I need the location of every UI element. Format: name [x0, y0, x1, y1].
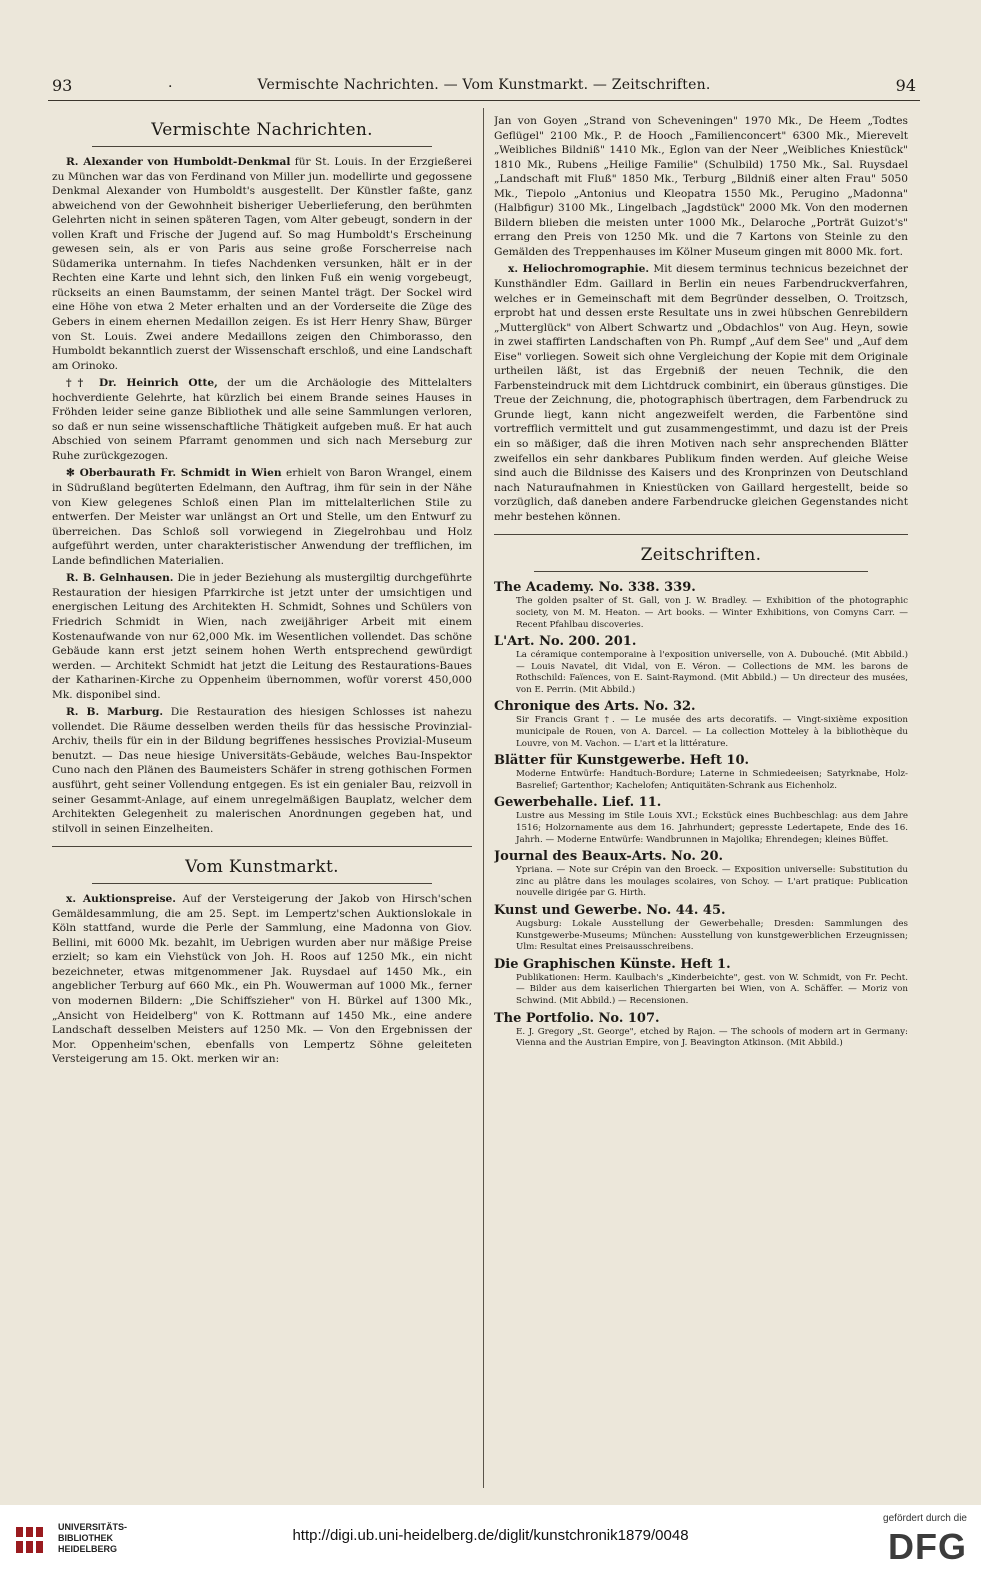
journal-list [494, 580, 908, 1049]
article-text: Die in jeder Beziehung als mustergiltig durchgeführte Restauration der hiesigen Pfarrkirche ist jetzt unter der umsichtigen und energischen Leitung des Architekten H. Schmidt, Sohnes und Schülers von Friedrich Schmidt in Wien, nach zweijähriger Arbeit mit einem Kostenaufwande von nur 62,000 Mk. im Wesentlichen vollendet. Das schöne Gebäude kann erst jetzt seinem hohen Werth entsprechend gewürdigt werden. — Architekt Schmidt hat jetzt die Leitung des Restaurations-Baues der Katharinen-Kirche zu Oppenheim übernommen, wofür vorerst 450,000 Mk. disponibel sind. [52, 572, 472, 701]
heading-rule [92, 883, 432, 884]
permalink-url[interactable]: http://digi.ub.uni-heidelberg.de/diglit/kunstchronik1879/0048 [292, 1527, 689, 1544]
library-name-line: UNIVERSITÄTS- [58, 1522, 128, 1532]
article-text: Die Restauration des hiesigen Schlosses ist nahezu vollendet. Die Räume desselben werden theils für das hessische Provinzial-Archiv, theils für ein in der Bildung begriffenes hessisches Provizial-Museum benutzt. — Das neue hiesige Universitäts-Gebäude, welches Bau-Inspektor Cuno nach den Plänen des Baumeisters Schäfer in streng gothischen Formen ausführt, geht seiner Vollendung entgegen. Es ist ein genialer Bau, reizvoll in seiner Gesammt-Anlage, auf einem unregelmäßigen Bauplatz, welcher dem Architekten Gelegenheit zu malerischen Anordnungen gegeben hat, und stilvoll in seinen Einzelheiten. [52, 706, 472, 835]
journal-contents: E. J. Gregory „St. George", etched by Rajon. — The schools of modern art in Germany: Vienna and the Austrian Empire, von J. Beavington Atkinson. (Mit Abbild.) [516, 1026, 908, 1049]
page-number-right: 94 [895, 76, 916, 95]
heading-rule [92, 146, 432, 147]
article-schmidt [52, 466, 472, 568]
article-auktionspreise [52, 892, 472, 1067]
running-head-title: Vermischte Nachrichten. — Vom Kunstmarkt. — Zeitschriften. [257, 77, 711, 93]
library-name-line: HEIDELBERG [58, 1544, 118, 1554]
article-marburg [52, 705, 472, 836]
article-lead: ✻ Oberbaurath Fr. Schmidt in Wien [66, 467, 282, 480]
journal-contents: The golden psalter of St. Gall, von J. W. Bradley. — Exhibition of the photographic society, von M. M. Heaton. — Art books. — Winter Exhibitions, von Comyns Carr. — Recent Pfahlbau discoveries. [516, 596, 908, 630]
journal-entry [494, 849, 908, 900]
article-lead: R. Alexander von Humboldt-Denkmal [66, 156, 291, 168]
left-column [52, 114, 472, 1489]
section-heading-vermischte: Vermischte Nachrichten. [151, 120, 373, 140]
article-lead: x. Auktionspreise. [66, 893, 176, 906]
section-rule [52, 846, 472, 847]
section-heading-zeitschriften: Zeitschriften. [640, 545, 762, 566]
journal-contents: Lustre aus Messing im Stile Louis XVI.; Eckstück eines Buchbeschlag: aus dem Jahre 1516; Holzornamente aus dem 16. Jahrhundert; gepresste Ledertapete, Ende des 16. Jahrh. — Moderne Entwürfe: Wandbrunnen in Majolika; Ehrendegen; kleines Büffet. [516, 811, 908, 845]
article-text: für St. Louis. In der Erzgießerei zu München war das von Ferdinand von Miller jun. modellirte und gegossene Denkmal Alexander von Humboldt's ausgestellt. Der Künstler faßte, ganz abweichend von der Gewohnheit bisheriger Ueberlieferung, den berühmten Gelehrten nicht in seinen späteren Tagen, vom Alter gebeugt, sondern in der vollen Kraft und Frische der Jugend auf. So mag Humboldt's Erscheinung gewesen sein, als er von Paris aus seine große Forscherreise nach Südamerika unternahm. In tiefes Nachdenken versunken, hält er in der Rechten eine Karte und lehnt sich, den linken Fuß ein wenig vorgebeugt, rückseits an einen Baumstamm, der seinen Mantel trägt. Der Sockel wird eine Höhe von etwa 2 Meter erhalten und an der Vorderseite die Züge des Gebers in einem ehernen Medaillon zeigen. Es ist Herr Henry Shaw, Bürger von St. Louis. Zwei andere Medaillons zeigen den Chimborasso, den Humboldt bekanntlich zuerst der Wissenschaft erschloß, und eine Landschaft am Orinoko. [52, 156, 472, 372]
journal-title: Kunst und Gewerbe. No. 44. 45. [494, 903, 726, 918]
journal-entry [494, 1011, 908, 1050]
right-column [494, 114, 908, 1489]
dfg-logo: DFG [888, 1526, 967, 1567]
journal-contents: Ypriana. — Note sur Crépin van den Broeck. — Exposition universelle: Substitution du zinc au plâtre dans les moulages scolaires, von Schoy. — L'art pratique: Publication nouvelle dirigée par G. Hirth. [516, 865, 908, 899]
journal-title: The Portfolio. No. 107. [494, 1010, 660, 1026]
journal-entry [494, 795, 908, 846]
journal-title: Journal des Beaux-Arts. No. 20. [494, 849, 724, 865]
article-lead: †† Dr. Heinrich Otte, [66, 377, 218, 390]
library-name-line: BIBLIOTHEK [58, 1533, 113, 1543]
section-rule [494, 534, 908, 535]
section-heading-kunstmarkt: Vom Kunstmarkt. [185, 857, 339, 878]
article-humboldt [52, 155, 472, 373]
article-text: Auf der Versteigerung der Jakob von Hirsch'schen Gemäldesammlung, die am 25. Sept. im Lempertz'schen Auktionslokale in Köln stattfand, wurde die Perle der Sammlung, eine Madonna von Giov. Bellini, mit 6000 Mk. bezahlt, im Uebrigen wurden aber nur mäßige Preise erzielt; so kam ein Viehstück von Joh. H. Roos auf 1250 Mk., ein nicht bezeichneter, etwas mitgenommener Jak. Ruysdael auf 1450 Mk., ein angeblicher Terburg auf 660 Mk., ein Ph. Wouwerman auf 1000 Mk., ferner von modernen Bildern: „Die Schiffszieher" von H. Bürkel auf 1300 Mk., „Ansicht von Heidelberg" von K. Rottmann auf 1450 Mk., eine andere Landschaft desselben Meisters auf 1250 Mk. — Von den Ergebnissen der Mor. Oppenheim'schen, ebenfalls von Lempertz Söhne geleiteten Versteigerung am 15. Okt. merken wir an: [52, 893, 472, 1066]
article-text: der um die Archäologie des Mittelalters hochverdiente Gelehrte, hat kürzlich bei einem Brande seines Hauses in Fröhden leider seine ganze Bibliothek und alle seine Sammlungen verloren, so daß er nun seine wissenschaftliche Thätigkeit aufgeben muß. Er hat auch Abschied von seinem Pfarramt genommen und sich nach Merseburg zur Ruhe zurückgezogen. [52, 377, 472, 462]
article-text: Mit diesem terminus technicus bezeichnet der Kunsthändler Edm. Gaillard in Berlin ein neues Farbendruckverfahren, welches er in Gemeinschaft mit dem Begründer desselben, O. Troitzsch, erprobt hat und dessen erste Resultate uns in zwei hübschen Genrebildern „Mutterglück" von Albert Schwartz und „Obdachlos" von Aug. Heyn, sowie in zwei staffirten Landschaften von Ph. Rumpf „Auf dem See" und „Auf dem Eise" vorliegen. Soweit sich ohne Vergleichung der Kopie mit dem Originale urtheilen läßt, ist das Ergebniß der neuen Technik, die den Farbensteindruck mit dem Lichtdruck combinirt, ein überaus günstiges. Die Treue der Zeichnung, die, photographisch übertragen, dem Farbendruck zu Grunde liegt, kann nicht angezweifelt werden, die Farbentöne sind vortrefflich vermittelt und gut zusammengestimmt, und dazu ist der Preis ein so mäßiger, daß die ihren Motiven nach sehr ansprechenden Blätter zweifellos ein sehr dankbares Publikum finden werden. Auf gleiche Weise sind auch die Bildnisse des Kaisers und des Kronprinzen von Deutschland nach Naturaufnahmen in Kniestücken von Gaillard hergestellt, beide so vorzüglich, daß daneben andere Farbendrucke gleichen Gegenstandes nicht mehr bestehen können. [494, 263, 908, 523]
journal-entry [494, 580, 908, 631]
article-lead: R. B. Gelnhausen. [66, 572, 174, 585]
column-divider [483, 108, 484, 1488]
journal-entry [494, 753, 908, 792]
article-gelnhausen [52, 571, 472, 702]
journal-entry [494, 957, 908, 1008]
article-lead: R. B. Marburg. [66, 706, 164, 719]
journal-title: The Academy. No. 338. 339. [494, 580, 696, 596]
journal-contents: Sir Francis Grant †. — Le musée des arts decoratifs. — Vingt-sixième exposition municipale de Rouen, von A. Darcel. — La collection Motteley à la bibliothèque du Louvre, von M. Vachon. — L'art et la littérature. [516, 715, 908, 749]
article-text: erhielt von Baron Wrangel, einem in Südrußland begüterten Edelmann, den Auftrag, ihm für sein in der Nähe von Kiew gelegenes Schloß einen Plan im mittelalterlichen Stile zu entwerfen. Der Meister war unlängst an Ort und Stelle, um den Entwurf zu überreichen. Das Schloß soll vorwiegend in Ziegelrohbau und Holz aufgeführt werden, unter charakteristischer Anwendung der trefflichen, im Lande befindlichen Materialien. [52, 467, 472, 567]
journal-title: Blätter für Kunstgewerbe. Heft 10. [494, 753, 750, 769]
journal-title: Chronique des Arts. No. 32. [494, 699, 696, 715]
article-lead: x. Heliochromographie. [508, 263, 650, 276]
journal-contents: Augsburg: Lokale Ausstellung der Gewerbehalle; Dresden: Sammlungen des Kunstgewerbe-Museums; München: Ausstellung von kunstgewerblichen Erzeugnissen; Ulm: Resultat eines Preisausschreibens. [516, 919, 908, 953]
journal-title: Gewerbehalle. Lief. 11. [494, 795, 662, 811]
journal-entry [494, 903, 908, 954]
journal-contents: La céramique contemporaine à l'exposition universelle, von A. Dubouché. (Mit Abbild.) — Louis Navatel, dit Vidal, von E. Véron. — Collections de MM. les barons de Rothschild: Faïences, von E. Saint-Raymond. (Mit Abbild.) — Un directeur des musées, von E. Perrin. (Mit Abbild.) [516, 650, 908, 695]
running-head-dot: . [168, 75, 173, 91]
page-number-left: 93 [52, 76, 73, 95]
digitization-footer [0, 1505, 981, 1570]
journal-contents: Publikationen: Herm. Kaulbach's „Kinderbeichte", gest. von W. Schmidt, von Fr. Pecht. — Bilder aus dem kaiserlichen Thiergarten bei Wien, von A. Schäffer. — Moriz von Schwind. (Mit Abbild.) — Recensionen. [516, 972, 908, 1006]
journal-entry [494, 699, 908, 750]
journal-contents: Moderne Entwürfe: Handtuch-Bordure; Laterne in Schmiedeeisen; Satyrknabe, Holz-Basrelief; Gartenthor; Kachelofen; Antiquitäten-Schrank aus Eichenholz. [516, 769, 908, 791]
journal-title: Die Graphischen Künste. Heft 1. [494, 956, 731, 972]
article-auktion-continued: Jan von Goyen „Strand von Scheveningen" 1970 Mk., De Heem „Todtes Geflügel" 2100 Mk., P. de Hooch „Familienconcert" 6300 Mk., Mierevelt „Weibliches Bildniß" 1410 Mk., Eglon van der Neer „Weibliches Kniestück" 1810 Mk., Rubens „Heilige Familie" (Schulbild) 1750 Mk., Sal. Ruysdael „Landschaft mit Fluß" 1850 Mk., Terburg „Bildniß einer alten Frau" 5050 Mk., Tiepolo „Antonius und Kleopatra 1550 Mk., Perugino „Madonna" (Halbfigur) 3100 Mk., Lingelbach „Jagdstück" 2000 Mk. Von den modernen Bildern blieben die meisten unter 1000 Mk., Delaroche „Porträt Guizot's" errang den Preis von 1250 Mk. und die 7 Kartons von Steinle zu den Gemälden des Treppenhauses im Kölner Museum gingen mit 8000 Mk. fort. [494, 115, 908, 258]
journal-entry [494, 634, 908, 696]
running-head [48, 74, 920, 101]
article-otte [52, 376, 472, 463]
funded-by-label: gefördert durch die [883, 1513, 967, 1524]
journal-title: L'Art. No. 200. 201. [494, 634, 637, 650]
heading-rule [534, 571, 868, 572]
article-heliochromographie [494, 262, 908, 524]
